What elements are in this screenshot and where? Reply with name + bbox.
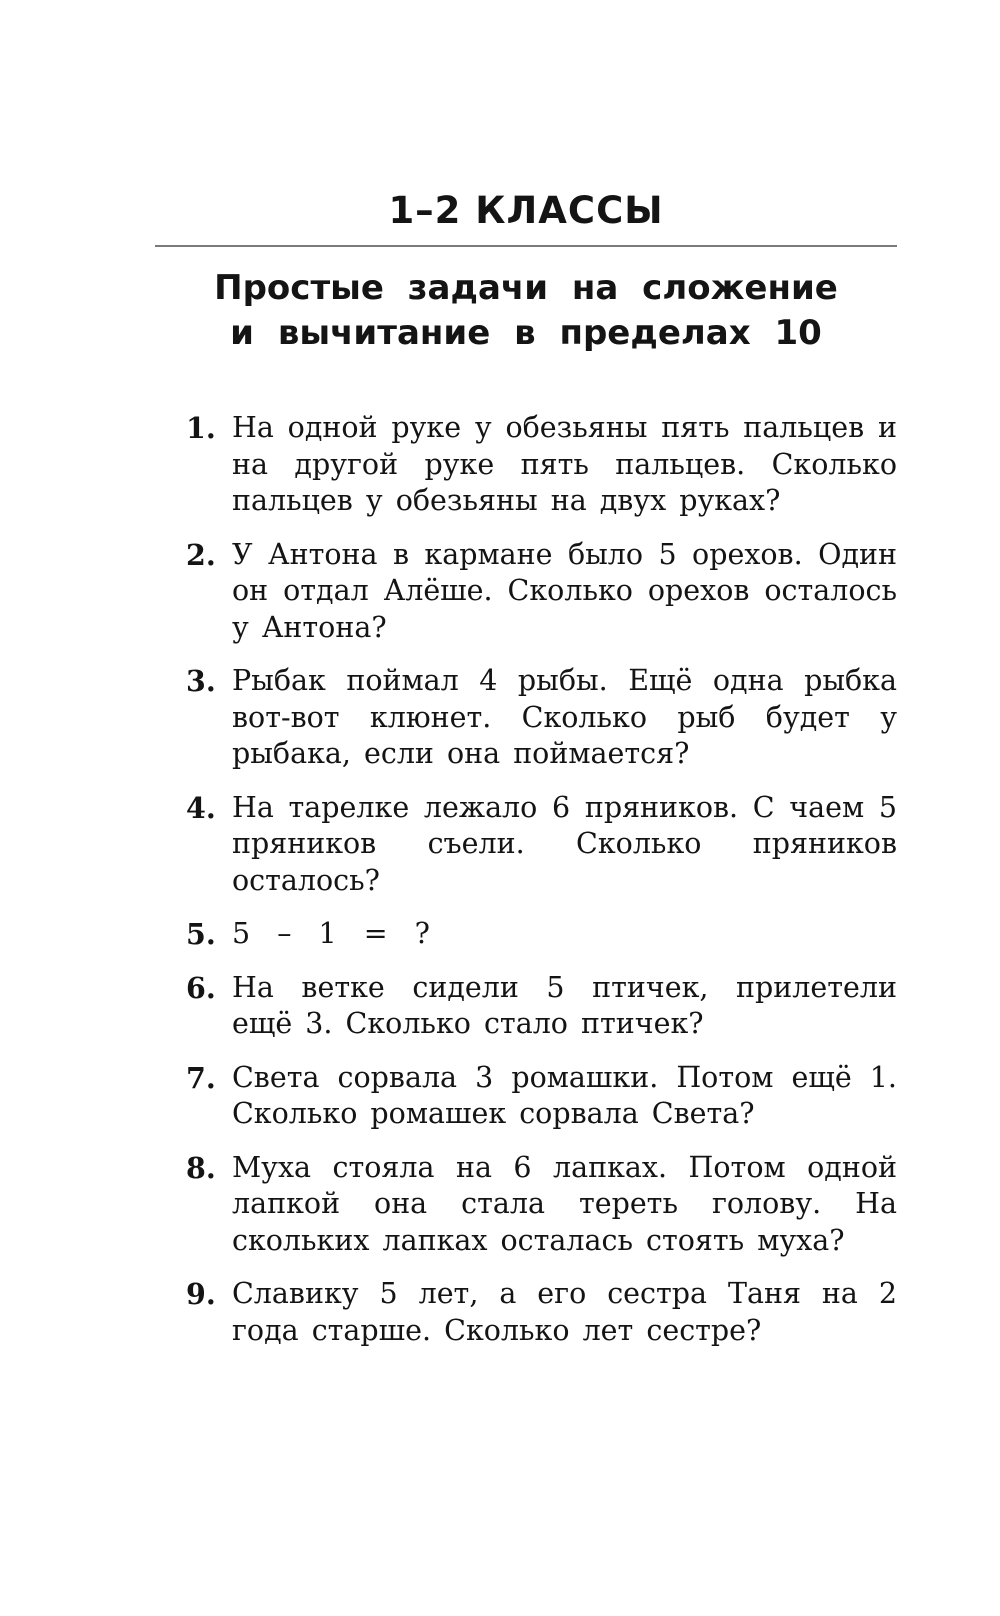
grade-heading: 1–2 КЛАССЫ (388, 189, 664, 232)
problem-text: На ветке сидели 5 птичек, прилетели ещё 3. Сколько стало птичек? (232, 970, 897, 1040)
problem-item (186, 410, 897, 520)
section-title-line-2: и вычитание в пределах 10 (230, 313, 822, 353)
problem-item (186, 916, 897, 953)
problem-item (186, 537, 897, 647)
problem-number: 8. (186, 1150, 216, 1185)
section-title-line-1: Простые задачи на сложение (214, 268, 838, 308)
problem-text: У Антона в кармане было 5 орехов. Один он отдал Алёше. Сколько орехов осталось у Антона? (232, 537, 897, 644)
problem-text: Рыбак поймал 4 рыбы. Ещё одна рыбка вот-вот клюнет. Сколько рыб будет у рыбака, если она поймается? (232, 664, 897, 770)
problem-item (186, 970, 897, 1043)
problem-item (186, 1060, 897, 1133)
problem-text: Славику 5 лет, а его сестра Таня на 2 года старше. Сколько лет сестре? (232, 1277, 897, 1347)
problem-list (186, 410, 897, 1366)
problem-item (186, 1150, 897, 1260)
problem-text: На тарелке лежало 6 пряников. С чаем 5 пряников съели. Сколько пряников осталось? (232, 790, 897, 897)
section-title (155, 266, 897, 356)
problem-text: Света сорвала 3 ромашки. Потом ещё 1. Сколько ромашек сорвала Света? (232, 1060, 897, 1130)
problem-number: 3. (186, 664, 216, 698)
problem-number: 1. (186, 411, 216, 445)
problem-number: 9. (186, 1277, 216, 1311)
problem-number: 2. (186, 537, 216, 572)
problem-text: Муха стояла на 6 лапках. Потом одной лапкой она стала тереть голову. На скольких лапках осталась стоять муха? (232, 1150, 897, 1257)
problem-number: 5. (186, 917, 216, 951)
problem-number: 6. (186, 970, 216, 1005)
problem-number: 4. (186, 790, 216, 825)
problem-text: На одной руке у обезьяны пять пальцев и на другой руке пять пальцев. Сколько пальцев у обезьяны на двух руках? (232, 411, 897, 517)
problem-number: 7. (186, 1060, 216, 1095)
heading-divider (155, 245, 897, 247)
problem-equation: 5 – 1 = ? (232, 917, 430, 950)
problem-item (186, 663, 897, 773)
problem-item (186, 790, 897, 900)
problem-item (186, 1276, 897, 1349)
